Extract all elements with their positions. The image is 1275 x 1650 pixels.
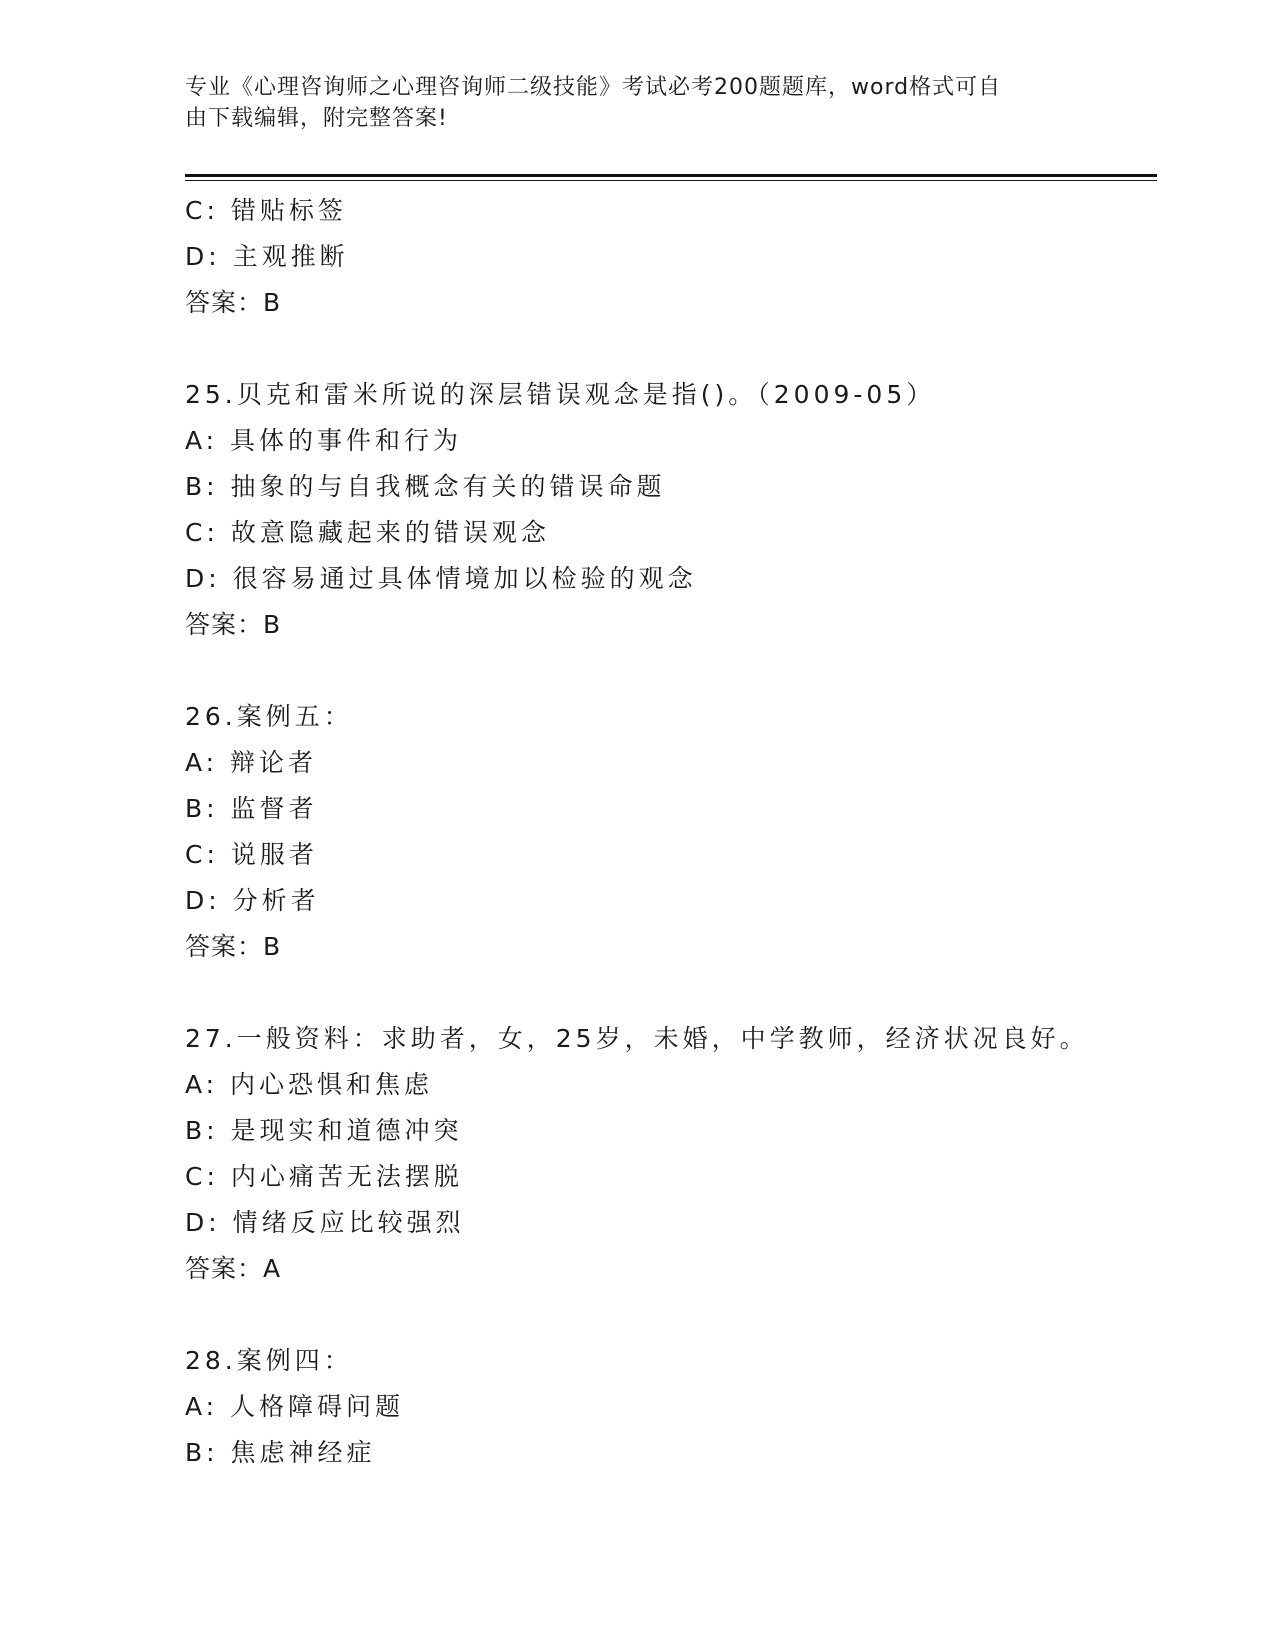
header-line-1: 专业《心理咨询师之心理咨询师二级技能》考试必考200题题库，word格式可自 [185, 75, 1002, 100]
option-c: C: 说服者 [185, 840, 318, 869]
question-26-block [185, 694, 1155, 970]
question-list [185, 188, 1155, 1476]
answer-line: 答案：B [185, 610, 282, 639]
option-b: B: 监督者 [185, 794, 318, 823]
answer-line: 答案：B [185, 288, 282, 317]
spacer [185, 1292, 1155, 1338]
header-divider-thick [185, 174, 1157, 177]
option-d: D: 情绪反应比较强烈 [185, 1208, 465, 1237]
option-c: C: 故意隐藏起来的错误观念 [185, 518, 550, 547]
option-b: B: 是现实和道德冲突 [185, 1116, 463, 1145]
answer-line: 答案：B [185, 932, 282, 961]
option-a: A: 人格障碍问题 [185, 1392, 405, 1421]
question-28-block [185, 1338, 1155, 1476]
option-d: D: 分析者 [185, 886, 320, 915]
spacer [185, 970, 1155, 1016]
question-text: 28.案例四： [185, 1346, 353, 1375]
option-d: D: 很容易通过具体情境加以检验的观念 [185, 564, 697, 593]
header-line-2: 由下载编辑，附完整答案! [185, 106, 448, 131]
question-25-block [185, 372, 1155, 648]
option-c: C: 内心痛苦无法摆脱 [185, 1162, 463, 1191]
option-b: B: 抽象的与自我概念有关的错误命题 [185, 472, 666, 501]
question-text: 27.一般资料：求助者，女，25岁，未婚，中学教师，经济状况良好。 [185, 1024, 1089, 1053]
option-a: A: 内心恐惧和焦虑 [185, 1070, 434, 1099]
option-d: D: 主观推断 [185, 242, 349, 271]
option-a: A: 辩论者 [185, 748, 318, 777]
answer-line: 答案：A [185, 1254, 282, 1283]
spacer [185, 648, 1155, 694]
question-text: 25.贝克和雷米所说的深层错误观念是指()。（2009-05） [185, 380, 936, 409]
header-divider-thin [185, 180, 1157, 181]
question-24-block [185, 188, 1155, 326]
option-c: C: 错贴标签 [185, 196, 347, 225]
option-a: A: 具体的事件和行为 [185, 426, 463, 455]
spacer [185, 326, 1155, 372]
document-header [185, 72, 1065, 134]
question-27-block [185, 1016, 1155, 1292]
question-text: 26.案例五： [185, 702, 353, 731]
option-b: B: 焦虑神经症 [185, 1438, 376, 1467]
